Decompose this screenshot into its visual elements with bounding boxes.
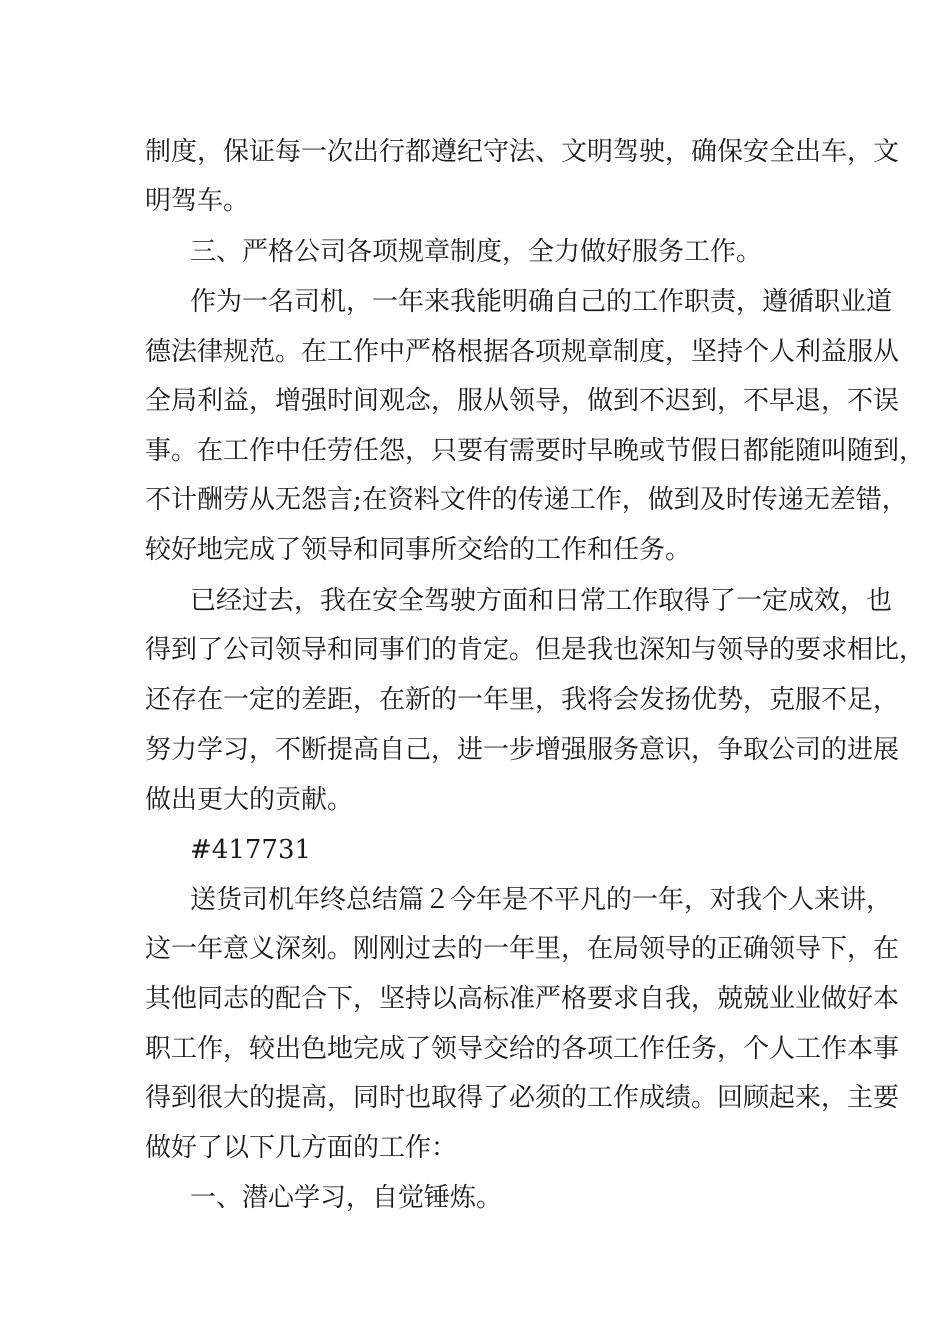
text-line: 还存在一定的差距，在新的一年里，我将会发扬优势，克服不足， <box>145 685 900 715</box>
document-id: #417731 <box>190 835 312 865</box>
text-line: 做好了以下几方面的工作： <box>145 1133 458 1163</box>
text-line: 德法律规范。在工作中严格根据各项规章制度，坚持个人利益服从 <box>145 337 900 367</box>
text-line: 制度，保证每一次出行都遵纪守法、文明驾驶，确保安全出车，文 <box>145 137 900 167</box>
text-line: 明驾车。 <box>145 186 250 216</box>
text-line: 事。在工作中任劳任怨，只要有需要时早晚或节假日都能随叫随到， <box>145 436 926 466</box>
text-line: 送货司机年终总结篇２今年是不平凡的一年，对我个人来讲， <box>190 885 893 915</box>
text-line: 这一年意义深刻。刚刚过去的一年里，在局领导的正确领导下，在 <box>145 934 900 964</box>
text-line: 职工作，较出色地完成了领导交给的各项工作任务，个人工作本事 <box>145 1034 900 1064</box>
text-line: 不计酬劳从无怨言;在资料文件的传递工作，做到及时传递无差错， <box>145 485 908 515</box>
text-line: 全局利益，增强时间观念，服从领导，做到不迟到，不早退，不误 <box>145 386 900 416</box>
section-heading: 一、潜心学习，自觉锤炼。 <box>190 1183 503 1213</box>
text-line: 较好地完成了领导和同事所交给的工作和任务。 <box>145 535 692 565</box>
text-line: 作为一名司机，一年来我能明确自己的工作职责，遵循职业道 <box>190 287 893 317</box>
text-line: 其他同志的配合下，坚持以高标准严格要求自我，兢兢业业做好本 <box>145 984 900 1014</box>
text-line: 做出更大的贡献。 <box>145 785 354 815</box>
text-line: 已经过去，我在安全驾驶方面和日常工作取得了一定成效，也 <box>190 586 893 616</box>
text-line: 得到很大的提高，同时也取得了必须的工作成绩。回顾起来，主要 <box>145 1083 900 1113</box>
section-heading: 三、严格公司各项规章制度，全力做好服务工作。 <box>190 237 763 267</box>
text-line: 得到了公司领导和同事们的肯定。但是我也深知与领导的要求相比， <box>145 635 926 665</box>
text-line: 努力学习，不断提高自己，进一步增强服务意识，争取公司的进展 <box>145 735 900 765</box>
